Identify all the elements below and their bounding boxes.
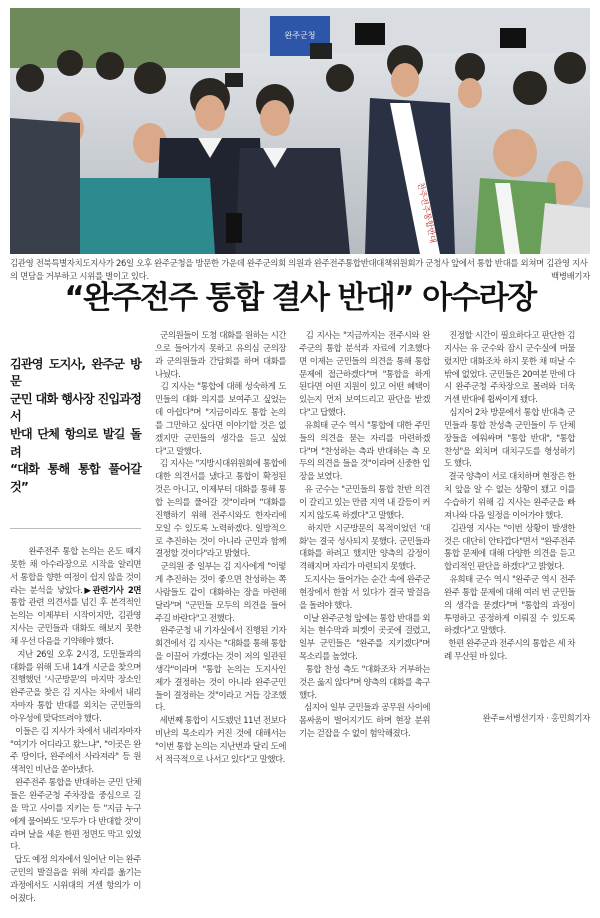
headline: “완주전주 통합 결사 반대” 아수라장 (64, 280, 536, 316)
caption-text: 김관영 전북특별자치도지사가 26일 오후 완주군청을 방문한 가운데 완주군의회 의원과 완주전주통합반대대책위원회가 군청사 앞에서 통합 반대를 외쳐며 김관영 지사의 면담을 거부하고 시위를 벌이고 있다. (10, 258, 588, 281)
sign-text: 완주군청 (284, 31, 316, 40)
article-column-2: 군의원들이 도청 대화를 원하는 시간으로 들어가지 못하고 유의심 군의장과 군의원들과 간담회를 하며 대화를 나눴다. 김 지사는 "통합에 대해 성숙하게 도민들의 대화 의지를 보여주고 싶었는데 아쉽다"며 "지금이라도 통합 논의를 그만하고 싶다면 이야기할 것은 없겠지만 군민들의 생각을 듣고 싶었다"고 말했다. 김 지사는 "지방시대위원회에 통합에 대한 의견서를 냈다고 통합이 확정된 것은 아니고, 이제부터 대화를 통해 통합 논의를 풀어갈 것"이라며 "대화를 진행하기 위해 전주시와도 한자리에 모일 수 있도록 노력하겠다. 일방적으로 추진하는 것이 아니라 군민과 함께 결정할 것이다"라고 밝혔다. 군의원 중 일부는 김 지사에게 "이렇게 추진하는 것이 좋으면 찬성하는 쪽 사람들도 같이 대화하는 장을 마련해 달라"며 "군민들 모두의 의견을 들어주길 바란다"고 전했다. 완주군청 내 기자실에서 진행된 기자회견에서 김 지사는 "대화를 통해 통합을 이끌어 가겠다는 것이 저의 일관된 생각"이라며 "통합 논의는 도지사인 제가 결정하는 것이 아니라 완주군민들이 결정하는 것"이라고 거듭 강조했다. 세번째 통합이 시도됐던 11년 전보다 비난의 목소리가 커진 것에 대해서는 "이번 통합 논의는 지난번과 달리 도에서 적극적으로 나서고 있다"고 말했다. (155, 331, 286, 765)
protest-scene-image (10, 8, 590, 254)
paragraph-text: 통합 관련 의견서를 넘긴 후 본격적인 논의는 이제부터 시작이지만, 김관영 지사는 군민들과 대화도 해보지 못한 채 우선 다음을 기약해야 했다. 지난 26일 오후 2시경, 도민들과의 대화를 위해 도내 14개 시군을 찾으며 진행했던 '시군방문'의 마지막 장소인 완주군을 찾은 김 지사는 차에서 내리자마자 통합 반대를 외치는 군민들의 아우성에 맞닥뜨려야 했다. 이들은 김 지사가 차에서 내리자마자 "여기가 어디라고 왔느냐", "이곳은 완주 땅이다, 완주에서 사라져라" 등 원색적인 비난을 쏟아냈다. 완주전주 통합을 반대하는 군민 단체들은 완주군청 주차장을 중심으로 길을 막고 사이를 지키는 등 "지금 누구에게 물어봐도 '모두가 다 반대할 것'이라며 날을 세운 한편 정면도 막고 있었다. 답도 예정 의자에서 일어난 이는 완주 군민의 발걸음을 위해 자리를 옮기는 과정에서도 시위대의 거센 항의가 이어졌다. (10, 598, 141, 904)
banner-text: 찬주전주통합반대 (416, 181, 438, 244)
divider (10, 528, 141, 529)
paragraph-text: 완주전주 통합 논의는 온도 때지 못한 채 아수라장으로 시작을 알리면서 통합을 향한 여정이 쉽지 않을 것이라는 분석을 낳았다. (10, 546, 144, 596)
news-photo (10, 8, 590, 254)
article-body (10, 330, 590, 904)
subheadline: 김관영 도지사, 완주군 방문 군민 대화 행사장 진입과정서 반대 단체 항의로 발길 돌려 “대화 통해 통합 풀어갈 것” (10, 356, 141, 494)
article-column-4: 진정할 시간이 필요하다고 판단한 김 지사는 유 군수와 잠시 군수실에 머물렀지만 대화조차 하지 못한 채 떠날 수밖에 없었다. 군민들은 20여분 만에 다시 완주군청 주차장으로 몰려와 더욱 거센 반대에 휩싸이게 됐다. 심지어 2차 방문에서 통합 반대측 군민들과 통합 찬성측 군민들이 두 단체장들을 에워싸며 "통합 반대", "통합 찬성"을 외치며 대치구도를 형성하기도 했다. 결국 양측이 서로 대치하며 현장은 한 치 앞을 알 수 없는 상황이 됐고 이를 수습하기 위해 김 지사는 완주군을 빠져나와 다음 일정을 이어가야 했다. 김관영 지사는 "이번 상황이 발생한 것은 대단히 안타깝다"면서 "완주전주 통합 문제에 대해 다양한 의견을 듣고 합리적인 판단을 하겠다"고 밝혔다. 유희태 군수 역시 "완주군 역시 전주 완주 통합 문제에 대해 여러 번 군민들의 생각을 묻겠다"며 "통합의 과정이 투명하고 공정하게 이뤄질 수 있도록 하겠다"고 말했다. 한편 완주군과 전주시의 통합은 세 차례 무산된 바 있다. (444, 331, 575, 663)
article-column-1 (10, 330, 144, 904)
related-article-ref: ▶관련기사 2면 (82, 585, 141, 596)
photo-credit: 백병배기자 (551, 271, 590, 281)
reporter-byline: 완주=서병선기자 · 홍민희기자 (482, 713, 590, 723)
article-column-3: 김 지사는 "지금까지는 전주시와 완주군의 통합 분석과 자료에 기초했다면 이제는 군민들의 의견을 통해 통합 문제에 접근하겠다"며 "통합을 하게 된다면 어떤 지원이 있고 어떤 혜택이 있는지 먼저 보여드리고 판단을 받겠다"고 답했다. 유희태 군수 역시 "통합에 대한 주민들의 의견을 묻는 자리를 마련하겠다"며 "찬성하는 측과 반대하는 측 모두의 의견을 들을 것"이라며 신중한 입장을 보였다. 유 군수는 "군민들의 통합 찬반 의견이 갈리고 있는 만큼 지역 내 갈등이 커지지 않도록 하겠다"고 말했다. 하지만 시군방문의 목적이었던 '대화'는 결국 성사되지 못했다. 군민들과 대화를 하려고 했지만 양측의 감정이 격해지며 자리가 마련되지 못했다. 도지사는 들어가는 순간 속에 완주군 현장에서 한참 서 있다가 결국 발걸음을 돌려야 했다. 이날 완주군청 앞에는 통합 반대를 외치는 현수막과 피켓이 곳곳에 걸렸고, 일부 군민들은 "완주를 지키겠다"며 목소리를 높였다. 통합 찬성 측도 "대화조차 거부하는 것은 옳지 않다"며 양측의 대화를 촉구했다. 심지어 일부 군민들과 공무원 사이에 몸싸움이 벌어지기도 하며 현장 분위기는 걷잡을 수 없이 험악해졌다. (299, 331, 430, 740)
